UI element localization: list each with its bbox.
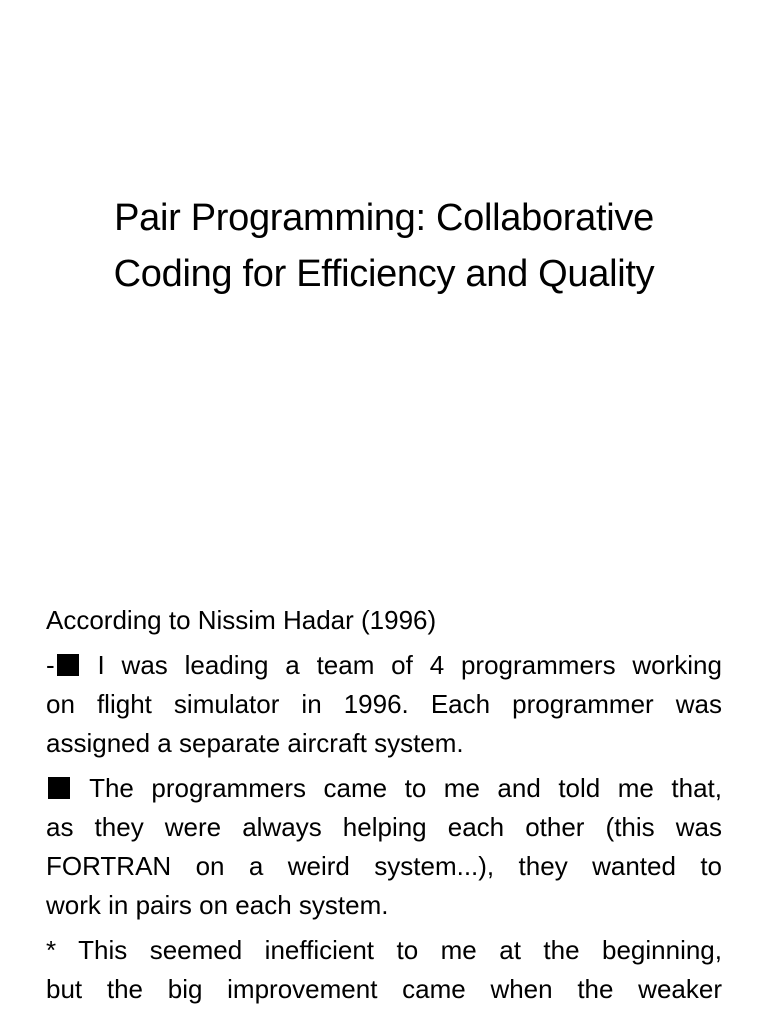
paragraph-2 — [46, 769, 722, 925]
black-square-icon — [48, 777, 70, 799]
paragraph-2-line-3: FORTRAN on a weird system...), they wanted to — [46, 851, 722, 881]
paragraph-1-line-1 — [46, 646, 722, 685]
paragraph-1 — [46, 646, 722, 763]
paragraph-1-line-2: on flight simulator in 1996. Each programmer was — [46, 689, 722, 719]
title-line-1: Pair Programming: Collaborative — [114, 197, 654, 239]
paragraph-1-line-1-text: I was leading a team of 4 programmers working — [97, 650, 722, 680]
paragraph-2-line-2: as they were always helping each other (this was — [46, 812, 722, 842]
dash-prefix: - — [46, 650, 55, 680]
paragraph-2-line-1 — [46, 769, 722, 808]
title-line-2: Coding for Efficiency and Quality — [113, 253, 655, 295]
paragraph-1-line-3: assigned a separate aircraft system. — [46, 728, 464, 758]
paragraph-2-line-4: work in pairs on each system. — [46, 890, 389, 920]
black-square-icon — [57, 654, 79, 676]
paragraph-3 — [46, 931, 722, 1009]
paragraph-3-line-1: * This seemed inefficient to me at the beginning, — [46, 935, 722, 965]
paragraph-2-line-1-text: The programmers came to me and told me that, — [89, 773, 722, 803]
body-text — [46, 601, 722, 1015]
page-title — [40, 190, 728, 302]
paragraph-3-line-2: but the big improvement came when the weaker — [46, 974, 722, 1004]
intro-line: According to Nissim Hadar (1996) — [46, 605, 437, 635]
